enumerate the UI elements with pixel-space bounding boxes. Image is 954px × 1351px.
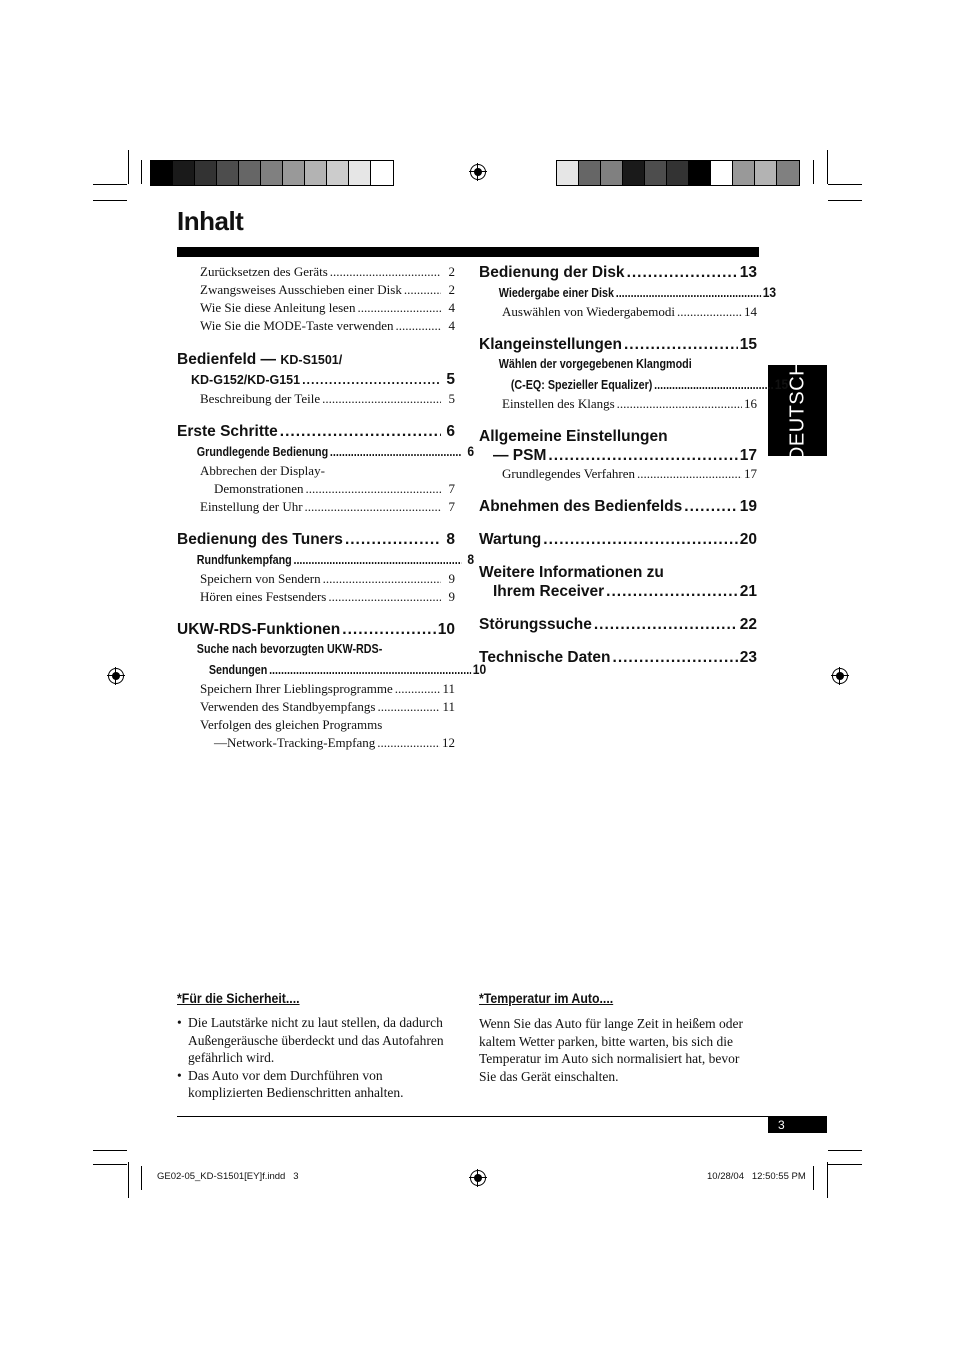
toc-entry[interactable] xyxy=(177,263,455,281)
toc-entry[interactable] xyxy=(177,317,455,335)
toc-model-label: KD-S1501/ xyxy=(280,353,343,367)
crop-mark xyxy=(813,1166,814,1190)
toc-heading-continuation[interactable] xyxy=(479,446,757,465)
toc-page-number: 6 xyxy=(467,443,475,459)
crop-mark xyxy=(128,150,129,184)
crop-mark xyxy=(827,150,828,184)
toc-subheading-line[interactable]: Suche nach bevorzugten UKW-RDS- xyxy=(196,642,383,656)
toc-page-number: 4 xyxy=(448,318,455,333)
color-swatch xyxy=(601,161,623,185)
toc-entry[interactable] xyxy=(479,395,757,413)
toc-entry[interactable] xyxy=(177,734,455,752)
toc-heading-continuation[interactable] xyxy=(177,370,455,390)
color-swatch xyxy=(689,161,711,185)
color-swatch xyxy=(283,161,305,185)
toc-entry-label: Wie Sie diese Anleitung lesen xyxy=(200,300,356,315)
toc-entry-label: Demonstrationen xyxy=(214,481,304,496)
color-swatch xyxy=(151,161,173,185)
toc-heading-disk[interactable] xyxy=(479,263,757,282)
toc-page-number: 10 xyxy=(472,661,487,677)
temperature-text: Wenn Sie das Auto für lange Zeit in heißem oder kaltem Wetter parken, bitte warten, bis sich die Temperatur im Auto sich normalisiert hat, bevor Sie das Gerät einschalten. xyxy=(479,1016,743,1084)
toc-entry[interactable] xyxy=(177,570,455,588)
color-swatch xyxy=(557,161,579,185)
toc-right-column xyxy=(479,263,789,667)
toc-entry-line[interactable]: Abbrechen der Display- xyxy=(200,463,325,478)
toc-heading-klang[interactable] xyxy=(479,335,757,354)
toc-page-number: 10 xyxy=(437,621,455,638)
toc-page-number: 5 xyxy=(446,371,455,388)
registration-mark-icon xyxy=(470,164,486,180)
crop-mark xyxy=(141,160,142,184)
color-swatch xyxy=(173,161,195,185)
toc-page-number: 8 xyxy=(446,531,455,548)
color-swatch xyxy=(305,161,327,185)
color-swatch xyxy=(239,161,261,185)
toc-page-number: 5 xyxy=(448,391,455,406)
toc-heading-label: Störungssuche xyxy=(479,616,592,633)
color-swatch xyxy=(195,161,217,185)
toc-entry-label: Auswählen von Wiedergabemodi xyxy=(502,304,676,319)
color-swatch xyxy=(579,161,601,185)
toc-page-number: 13 xyxy=(762,284,777,300)
toc-subheading[interactable] xyxy=(479,374,788,395)
toc-entry[interactable] xyxy=(177,390,455,408)
toc-entry[interactable] xyxy=(177,480,455,498)
toc-subheading-label: Rundfunkempfang xyxy=(196,553,292,567)
toc-heading-label: Klangeinstellungen xyxy=(479,336,622,353)
toc-heading-label: Erste Schritte xyxy=(177,423,278,440)
toc-heading-label: Bedienung des Tuners xyxy=(177,531,343,548)
toc-entry[interactable] xyxy=(177,588,455,606)
crop-mark xyxy=(93,200,127,201)
toc-entry-label: Zwangsweises Ausschieben einer Disk xyxy=(200,282,402,297)
toc-heading-weitere[interactable]: Weitere Informationen zu xyxy=(479,564,664,581)
footer-file-name: GE02-05_KD-S1501[EY]f.indd 3 xyxy=(157,1171,299,1182)
color-swatch xyxy=(777,161,799,185)
color-swatch xyxy=(755,161,777,185)
toc-subheading[interactable] xyxy=(177,549,474,570)
toc-heading-label: Technische Daten xyxy=(479,649,611,666)
toc-entry[interactable] xyxy=(177,698,455,716)
page-number: 3 xyxy=(778,1118,785,1132)
language-tab-label: DEUTSCH xyxy=(786,360,808,461)
toc-entry-label: Einstellung der Uhr xyxy=(200,499,303,514)
color-swatch xyxy=(733,161,755,185)
toc-entry-label: Zurücksetzen des Geräts xyxy=(200,264,328,279)
toc-page-number: 13 xyxy=(739,264,757,281)
list-item: • Die Lautstärke nicht zu laut stellen, da dadurch Außengeräusche überdeckt und das Autofahren gefährlich wird. xyxy=(177,1014,452,1067)
color-swatch xyxy=(217,161,239,185)
toc-heading-tuner[interactable] xyxy=(177,530,455,549)
toc-page-number: 11 xyxy=(442,699,455,714)
title-rule xyxy=(177,247,759,257)
color-swatch xyxy=(645,161,667,185)
crop-mark xyxy=(828,1150,862,1151)
toc-heading-bedienfeld[interactable] xyxy=(177,348,455,370)
toc-heading-continuation[interactable] xyxy=(479,582,757,601)
toc-heading-wartung[interactable] xyxy=(479,530,757,549)
toc-heading-stoerungssuche[interactable] xyxy=(479,615,757,634)
toc-entry[interactable] xyxy=(177,498,455,516)
toc-heading-abnehmen[interactable] xyxy=(479,497,757,516)
crop-mark xyxy=(827,1162,828,1198)
toc-entry-label: Beschreibung der Teile xyxy=(200,391,321,406)
toc-heading-label: Wartung xyxy=(479,531,542,548)
toc-entry[interactable] xyxy=(479,465,757,483)
toc-heading-label: — PSM xyxy=(493,447,547,464)
toc-page-number: 19 xyxy=(739,498,757,515)
toc-subheading[interactable] xyxy=(479,282,776,303)
toc-page-number: 21 xyxy=(739,583,757,600)
crop-mark xyxy=(93,184,127,185)
crop-mark xyxy=(828,200,862,201)
toc-entry-label: Speichern von Sendern xyxy=(200,571,321,586)
toc-page-number: 8 xyxy=(467,551,475,567)
toc-page-number: 7 xyxy=(448,481,455,496)
safety-bullet-text: Die Lautstärke nicht zu laut stellen, da dadurch Außengeräusche überdeckt und das Autofahren gefährlich wird. xyxy=(188,1015,444,1065)
temperature-heading: *Temperatur im Auto.... xyxy=(479,990,614,1006)
color-swatch xyxy=(371,161,393,185)
color-swatch xyxy=(623,161,645,185)
toc-subheading-label: (C-EQ: Spezieller Equalizer) xyxy=(510,378,653,392)
toc-page-number: 2 xyxy=(448,264,455,279)
toc-subheading[interactable] xyxy=(177,659,486,680)
crop-mark xyxy=(128,1162,129,1198)
toc-heading-allgemein[interactable]: Allgemeine Einstellungen xyxy=(479,428,668,445)
crop-mark xyxy=(93,1164,127,1165)
color-calibration-bar-left xyxy=(150,160,394,186)
registration-mark-icon xyxy=(832,668,848,684)
toc-heading-label: UKW-RDS-Funktionen xyxy=(177,621,341,638)
toc-subheading[interactable] xyxy=(177,441,474,462)
toc-page-number: 4 xyxy=(448,300,455,315)
toc-page-number: 16 xyxy=(744,396,757,411)
toc-model-label: KD-G152/KD-G151 xyxy=(191,373,301,387)
crop-mark xyxy=(93,1150,127,1151)
toc-page-number: 15 xyxy=(739,336,757,353)
toc-entry-label: Hören eines Festsenders xyxy=(200,589,327,604)
toc-subheading-label: Sendungen xyxy=(208,663,268,677)
toc-page-number: 2 xyxy=(448,282,455,297)
registration-mark-icon xyxy=(108,668,124,684)
toc-entry-label: —Network-Tracking-Empfang xyxy=(214,735,376,750)
toc-page-number: 15 xyxy=(774,376,789,392)
safety-bullet-text: Das Auto vor dem Durchführen von komplizierten Bedienschritten anhalten. xyxy=(188,1067,404,1100)
toc-page-number: 11 xyxy=(442,681,455,696)
toc-page-number: 23 xyxy=(739,649,757,666)
toc-heading-technische-daten[interactable] xyxy=(479,648,757,667)
toc-page-number: 6 xyxy=(446,423,455,440)
toc-subheading-label: Grundlegende Bedienung xyxy=(196,445,329,459)
toc-heading-erste-schritte[interactable] xyxy=(177,422,455,441)
toc-entry-label: Grundlegendes Verfahren xyxy=(502,466,635,481)
page-title: Inhalt xyxy=(177,206,244,236)
toc-page-number: 7 xyxy=(448,499,455,514)
toc-entry-label: Wie Sie die MODE-Taste verwenden xyxy=(200,318,394,333)
crop-mark xyxy=(141,1166,142,1190)
toc-page-number: 12 xyxy=(442,735,455,750)
toc-subheading-line[interactable]: Wählen der vorgegebenen Klangmodi xyxy=(498,357,692,371)
color-swatch xyxy=(711,161,733,185)
toc-page-number: 9 xyxy=(448,571,455,586)
crop-mark xyxy=(813,160,814,184)
toc-heading-label: Ihrem Receiver xyxy=(493,583,605,600)
color-calibration-bar-right xyxy=(556,160,800,186)
toc-entry-line[interactable]: Verfolgen des gleichen Programms xyxy=(200,717,383,732)
page-number-box xyxy=(768,1117,827,1133)
footer-timestamp: 10/28/04 12:50:55 PM xyxy=(707,1171,806,1182)
toc-entry-label: Verwenden des Standbyempfangs xyxy=(200,699,376,714)
toc-entry-label: Speichern Ihrer Lieblingsprogramme xyxy=(200,681,393,696)
color-swatch xyxy=(261,161,283,185)
toc-heading-label: Bedienung der Disk xyxy=(479,264,625,281)
toc-entry[interactable] xyxy=(479,303,757,321)
toc-entry[interactable] xyxy=(177,680,455,698)
crop-mark xyxy=(828,184,862,185)
color-swatch xyxy=(349,161,371,185)
toc-page-number: 20 xyxy=(739,531,757,548)
toc-entry-label: Einstellen des Klangs xyxy=(502,396,615,411)
toc-entry[interactable] xyxy=(177,281,455,299)
toc-page-number: 14 xyxy=(744,304,757,319)
toc-page-number: 9 xyxy=(448,589,455,604)
list-item: • Das Auto vor dem Durchführen von komplizierten Bedienschritten anhalten. xyxy=(177,1067,452,1102)
toc-entry[interactable] xyxy=(177,299,455,317)
toc-page-number: 17 xyxy=(739,447,757,464)
color-swatch xyxy=(667,161,689,185)
bottom-rule xyxy=(177,1116,827,1117)
safety-heading: *Für die Sicherheit.... xyxy=(177,990,300,1006)
toc-page-number: 22 xyxy=(739,616,757,633)
crop-mark xyxy=(828,1164,862,1165)
toc-left-column xyxy=(177,263,487,752)
toc-heading-label: Abnehmen des Bedienfelds xyxy=(479,498,683,515)
color-swatch xyxy=(327,161,349,185)
safety-notes xyxy=(177,1014,452,1102)
toc-page-number: 17 xyxy=(744,466,757,481)
toc-heading-rds[interactable] xyxy=(177,620,455,639)
toc-subheading-label: Wiedergabe einer Disk xyxy=(498,286,614,300)
toc-heading-label: Bedienfeld — xyxy=(177,351,277,368)
registration-mark-icon xyxy=(470,1170,486,1186)
